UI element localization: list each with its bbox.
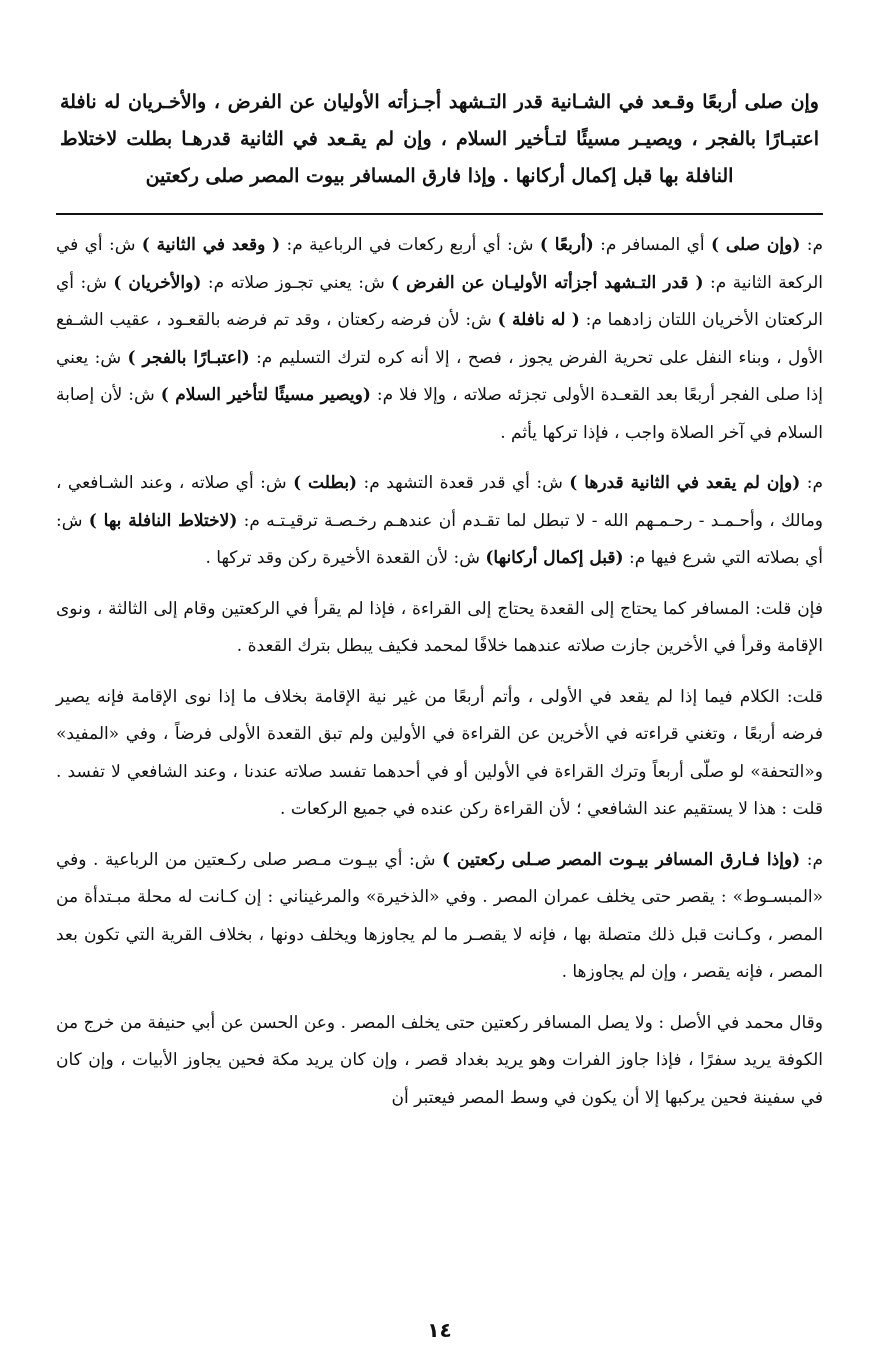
- commentary-paragraph-3: فإن قلت: المسافر كما يحتاج إلى القعدة يحتاج إلى القراءة ، فإذا لم يقرأ في الركعتين وقام إلى الثالثة ، ونوى الإقامة وقرأ في الأخرين جازت صلاته عندهما خلافًا لمحمد فكيف يبطل بترك القعدة .: [56, 598, 823, 656]
- matn-quote: (ويصير مسيئًا لتأخير السلام ): [160, 385, 371, 405]
- matn-quote: ( له نافلة ): [497, 310, 580, 330]
- matn-quote: (قبل إكمال أركانها): [485, 548, 624, 568]
- commentary-text: ش: أي بيـوت مـصر صلى ركـعتين من الرباعية . وفي «المبسـوط» : يقصر حتى يخلف عمران المصر . وفي «الذخيرة» والمرغيناني : إن كـانت له محلة مبـتدأة من المصر ، وكـانت قبل ذلك متصلة بها ، فإنه لا يقصـر ما لم يجاوزها ويخلف دونها ، بخلاف القرية التي تكون بعد المصر ، فإنه يقصر ، وإن لم يجاوزها .: [56, 849, 823, 982]
- matn-text: وإن صلى أربعًا وقـعد في الشـانية قدر التـشهد أجـزأته الأوليان عن الفرض ، والأخـريان له نافلة اعتبـارًا بالفجر ، ويصيـر مسيئًا لتـأخير السلام ، وإن لم يقـعد في الثانية قدرهـا بطلت لاختلاط النافلة بها قبل إكمال أركانها . وإذا فارق المسافر بيوت المصر صلى ركعتين: [60, 91, 819, 187]
- matn-quote: ( قدر التـشهد أجزأته الأوليـان عن الفرض ): [391, 272, 704, 293]
- commentary-text: ش: أي صلاته ، وعند الشـافعي ، ومالك ، وأحـمـد - رحـمـهم الله - لا تبطل لما تقـدم أن عندهـم رخـصـة ترقيـتـه م:: [56, 473, 824, 531]
- matn-quote: (وإذا فـارق المسافر بيـوت المصر صـلى ركعتين ): [441, 849, 801, 870]
- commentary-paragraph-1: [56, 227, 823, 452]
- commentary-paragraph-5: [56, 842, 823, 992]
- page-number: ١٤: [427, 1318, 452, 1342]
- commentary-text: ش: يعني إذا صلى الفجر أربعًا بعد القعـدة الأولى تجزئه صلاته ، وإلا فلا م:: [56, 347, 823, 405]
- commentary-paragraph-4: قلت: الكلام فيما إذا لم يقعد في الأولى ، وأتم أربعًا من غير نية الإقامة بخلاف ما إذا نوى الإقامة فإنه يصير فرضه أربعًا ، وتغني قراءته في الأخرين عن القراءة في الأولين ولم تبق القعدة الأولى فرضاً ، وفي «المفيد» و«التحفة» لو صلّى أربعاً وترك القراءة في الأولين أو في أحدهما تفسد صلاته عندنا ، وعند الشافعي لا تفسد . قلت : هذا لا يستقيم عند الشافعي ؛ لأن القراءة ركن عنده في جميع الركعات .: [56, 686, 823, 819]
- commentary-text: أي المسافر م:: [593, 235, 711, 255]
- matn-quote: ( وقعد في الثانية ): [141, 235, 281, 255]
- commentary-paragraph-6: وقال محمد في الأصل : ولا يصل المسافر ركعتين حتى يخلف المصر . وعن الحسن عن أبي حنيفة من خرج من الكوفة يريد سفرًا ، فإذا جاوز الفرات وهو يريد بغداد قصر ، وإن كان يريد مكة فحين يجاوز الأبيات ، وإن كان في سفينة فحين يركبها إلا أن يكون في وسط المصر فيعتبر أن: [56, 1012, 823, 1108]
- commentary-text: ش: لأن فرضه ركعتان ، وقد تم فرضه بالقعـود ، عقيب الشـفع الأول ، وبناء النفل على تحرية الفرض يجوز ، فصح ، إلا أنه كره لترك التسليم م:: [56, 310, 823, 368]
- commentary-text: م:: [800, 473, 823, 493]
- commentary-text: ش: يعني تجـوز صلاته م:: [201, 272, 392, 293]
- commentary-text: ش: أي بصلاته التي شرع فيها م:: [56, 510, 823, 568]
- commentary-text: ش: أي أربع ركعات في الرباعية م:: [280, 235, 540, 255]
- commentary-text: م:: [800, 849, 823, 870]
- matn-quote: (بطلت ): [293, 473, 358, 493]
- matn-quote: (وإن صلى ): [710, 235, 801, 255]
- commentary-text: ش: أي الركعتان الأخريان اللتان زادهما م:: [56, 272, 823, 330]
- commentary-text: ش: أي في الركعة الثانية م:: [56, 235, 824, 293]
- commentary-paragraph-2: [56, 465, 823, 578]
- commentary-text: ش: لأن إصابة السلام في آخر الصلاة واجب ، فإذا تركها يأثم .: [56, 385, 823, 443]
- matn-quote: (لاختلاط النافلة بها ): [88, 510, 238, 531]
- matn-quote: (اعتبـارًا بالفجر ): [127, 347, 250, 368]
- separator-rule: [56, 213, 823, 215]
- matn-quote: (والأخريان ): [113, 272, 202, 293]
- commentary-text: م:: [800, 235, 823, 255]
- commentary-text: ش: لأن القعدة الأخيرة ركن وقد تركها .: [205, 548, 486, 568]
- commentary-text: ش: أي قدر قعدة التشهد م:: [357, 473, 570, 493]
- matn-quote: (أربعًا ): [539, 235, 594, 255]
- commentary: [56, 227, 823, 1117]
- matn-quote: (وإن لم يقعد في الثانية قدرها ): [569, 473, 801, 493]
